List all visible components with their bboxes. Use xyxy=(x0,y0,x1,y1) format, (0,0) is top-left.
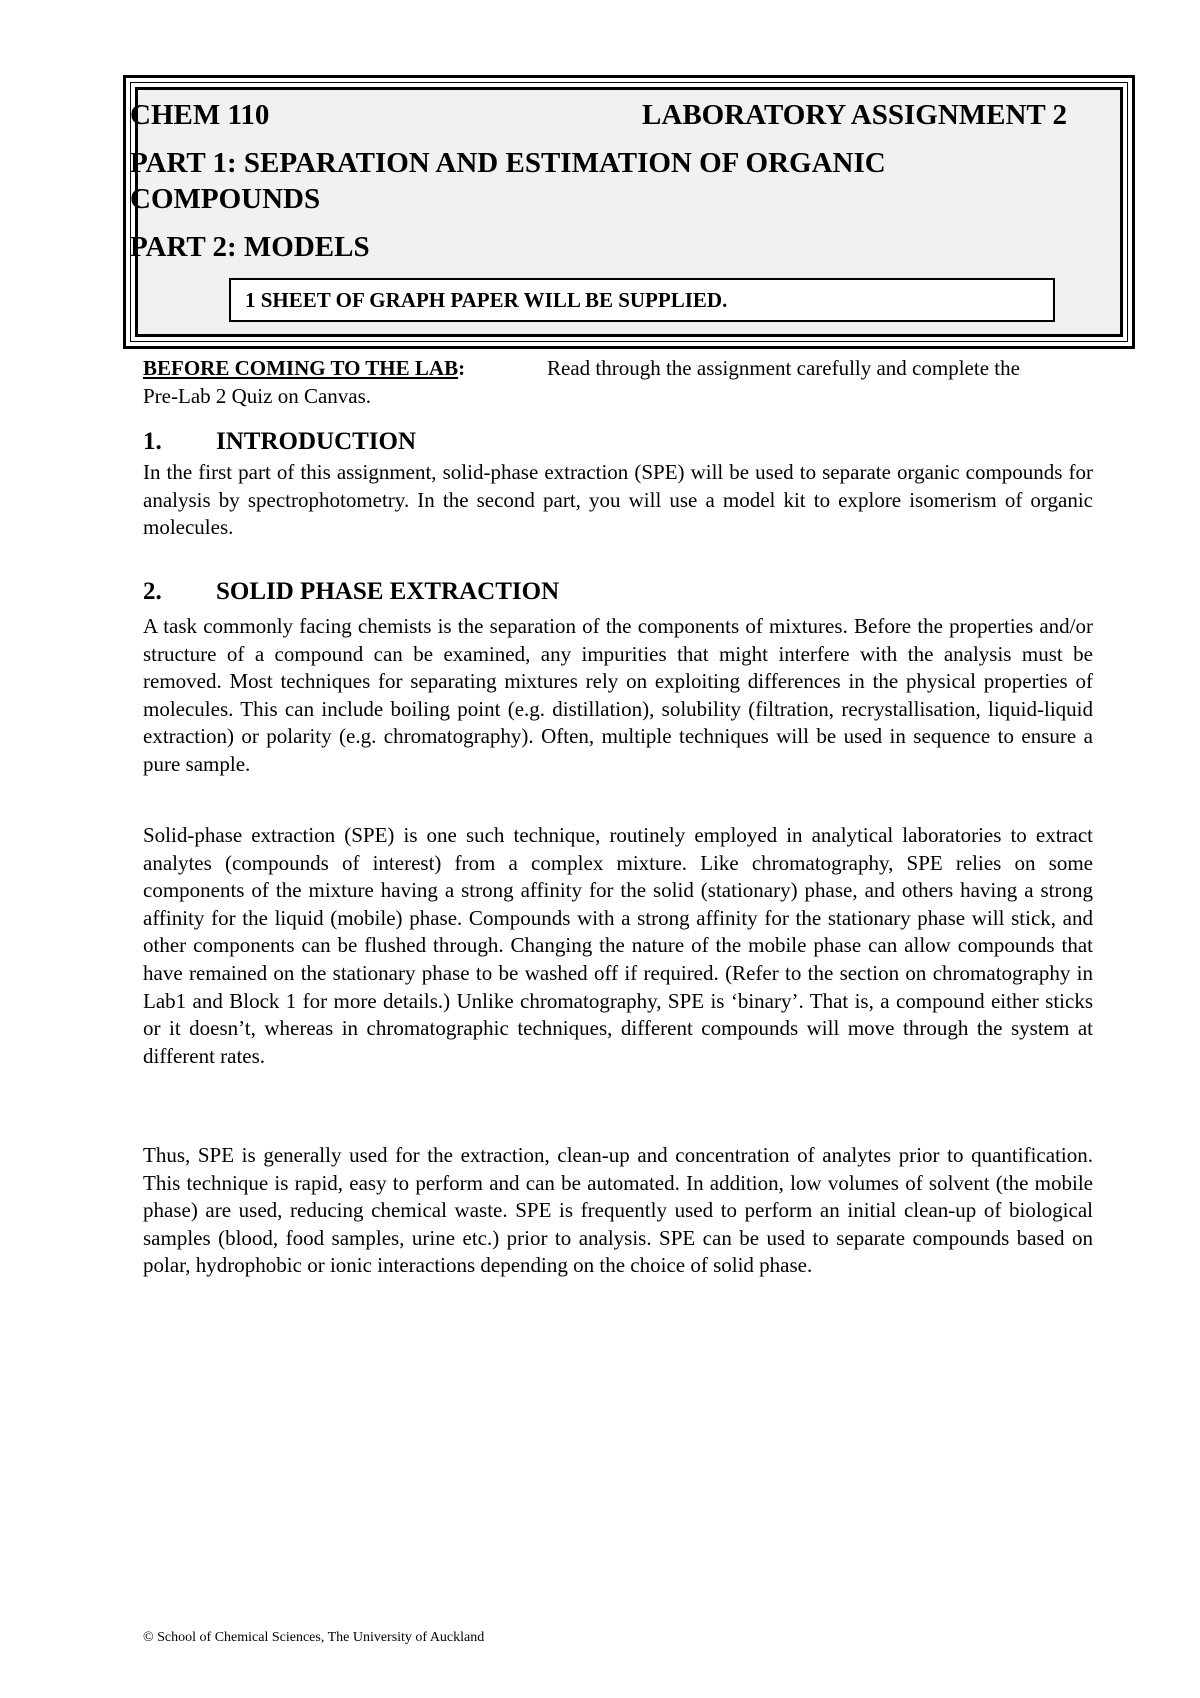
graph-paper-notice: 1 SHEET OF GRAPH PAPER WILL BE SUPPLIED. xyxy=(229,278,1055,322)
section-heading-solid-phase-extraction xyxy=(143,577,559,607)
before-lab-instruction-line1: Read through the assignment carefully and complete the xyxy=(547,356,1020,380)
spe-paragraph-3: Thus, SPE is generally used for the extraction, clean-up and concentration of analytes prior to quantification. This technique is rapid, easy to perform and can be automated. In addition, low volumes of solvent (the mobile phase) are used, reducing chemical waste. SPE is frequently used to perform an initial clean-up of biological samples (blood, food samples, urine etc.) prior to analysis. SPE can be used to separate compounds based on polar, hydrophobic or ionic interactions depending on the choice of solid phase. xyxy=(143,1143,1093,1278)
section-title: SOLID PHASE EXTRACTION xyxy=(216,578,560,605)
section-number: 2. xyxy=(143,578,162,605)
before-lab-instruction-line2: Pre-Lab 2 Quiz on Canvas. xyxy=(143,384,372,408)
spe-paragraph-1: A task commonly facing chemists is the separation of the components of mixtures. Before the properties and/or structure of a compound can be examined, any impurities that might interfere with the analysis must be removed. Most techniques for separating mixtures rely on exploiting differences in the physical properties of molecules. This can include boiling point (e.g. distillation), solubility (filtration, recrystallisation, liquid-liquid extraction) or polarity (e.g. chromatography). Often, multiple techniques will be used in sequence to ensure a pure sample. xyxy=(143,614,1093,776)
section-number: 1. xyxy=(143,428,162,455)
before-lab-line1 xyxy=(143,354,465,382)
section-heading-introduction xyxy=(143,427,416,457)
part1-title-line2: COMPOUNDS xyxy=(130,183,321,215)
part1-title-line1: PART 1: SEPARATION AND ESTIMATION OF ORGANIC xyxy=(130,147,886,179)
course-code: CHEM 110 xyxy=(130,99,270,131)
spe-paragraph-2: Solid-phase extraction (SPE) is one such technique, routinely employed in analytical laboratories to extract analytes (compounds of interest) from a complex mixture. Like chromatography, SPE relies on some components of the mixture having a strong affinity for the solid (stationary) phase, and others having a strong affinity for the liquid (mobile) phase. Compounds with a strong affinity for the stationary phase will stick, and other components can be flushed through. Changing the nature of the mobile phase can allow compounds that have remained on the stationary phase to be washed off if required. (Refer to the section on chromatography in Lab1 and Block 1 for more details.) Unlike chromatography, SPE is ‘binary’. That is, a compound either sticks or it doesn’t, whereas in chromatographic techniques, different compounds will move through the system at different rates. xyxy=(143,823,1093,1068)
part2-title: PART 2: MODELS xyxy=(130,231,370,263)
introduction-paragraph: In the first part of this assignment, solid-phase extraction (SPE) will be used to separate organic compounds for analysis by spectrophotometry. In the second part, you will use a model kit to explore isomerism of organic molecules. xyxy=(143,460,1093,540)
before-lab-colon: : xyxy=(458,356,466,380)
copyright-footer: © School of Chemical Sciences, The University of Auckland xyxy=(143,1630,485,1645)
assignment-title: LABORATORY ASSIGNMENT 2 xyxy=(642,99,1067,131)
section-title: INTRODUCTION xyxy=(216,428,417,455)
before-lab-label: BEFORE COMING TO THE LAB xyxy=(143,356,459,380)
